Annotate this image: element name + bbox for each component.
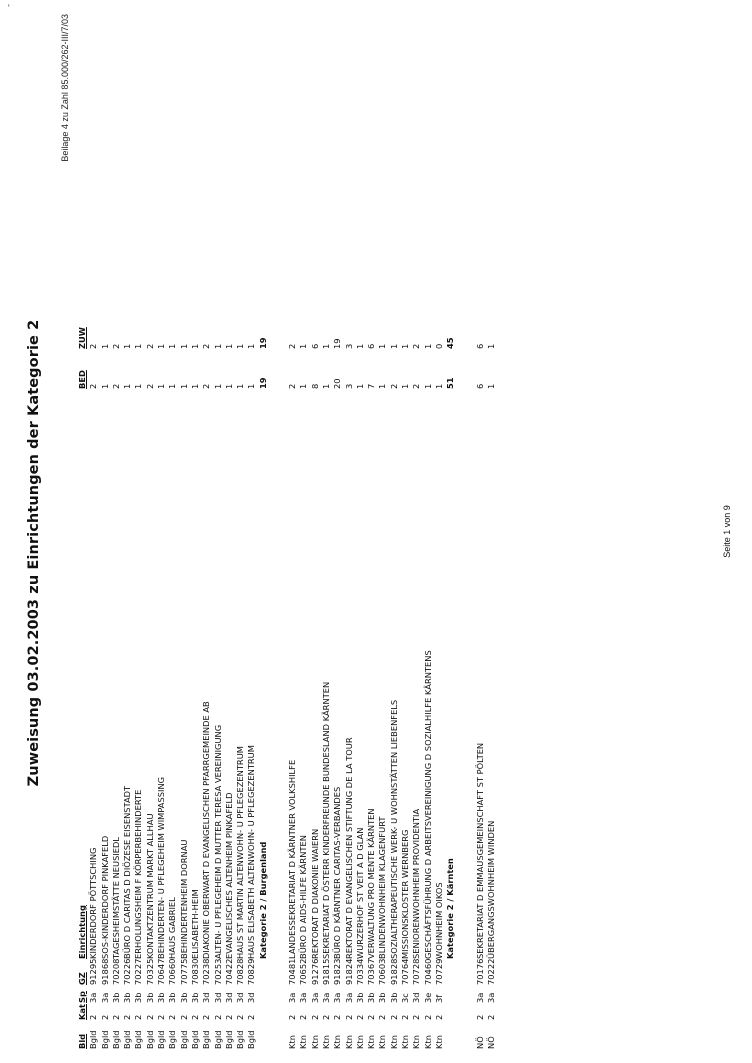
cell-bld: Bgld bbox=[223, 1030, 234, 1049]
cell-bld: Ktn bbox=[366, 1035, 377, 1049]
table-row bbox=[486, 319, 497, 1049]
cell-kat: 2 bbox=[332, 1014, 343, 1020]
cell-name: LANDESSEKRETARIAT D KÄRNTNER VOLKSHILFE bbox=[287, 759, 298, 959]
category-total-row bbox=[445, 319, 456, 1049]
cell-zuw: 1 bbox=[133, 343, 144, 349]
cell-name: REKTORAT D EVANGELISCHEN STIFTUNG DE LA TOUR bbox=[343, 737, 354, 959]
cell-name: BLINDENWOHNHEIM KLAGENFURT bbox=[377, 816, 388, 959]
cell-zuw: 1 bbox=[189, 343, 200, 349]
cell-kat: 2 bbox=[320, 1014, 331, 1020]
cell-zuw: 1 bbox=[156, 343, 167, 349]
cell-name: REKTORAT D DIAKONIE WAIERN bbox=[309, 828, 320, 959]
table-row bbox=[411, 319, 422, 1049]
cell-name: HAUS ELISABETH ALTENWOHN- U PFLEGEZENTRUM bbox=[246, 745, 257, 959]
cell-kat: 2 bbox=[122, 1014, 133, 1020]
cell-bed: 1 bbox=[485, 383, 496, 389]
total-name: Kategorie 2 / Burgenland bbox=[257, 841, 268, 959]
cell-bld: Bgld bbox=[212, 1030, 223, 1049]
cell-kat: 2 bbox=[422, 1014, 433, 1020]
header-einrichtung: Einrichtung bbox=[77, 905, 87, 959]
cell-gz: 70660 bbox=[167, 958, 178, 985]
cell-zuw: 2 bbox=[411, 343, 422, 349]
cell-sp: 3b bbox=[144, 992, 155, 1003]
cell-name: BEHINDERTENHEIM DORNAU bbox=[178, 839, 189, 959]
cell-bld: Bgld bbox=[246, 1030, 257, 1049]
table-row bbox=[133, 319, 144, 1049]
header-kat: Kat bbox=[77, 1004, 87, 1020]
cell-name: VERWALTUNG PRO MENTE KÄRNTEN bbox=[366, 808, 377, 959]
cell-name: ALTEN- U PFLEGEHEIM D MUTTER TERESA VEREINIGUNG bbox=[212, 724, 223, 959]
cell-bld: Ktn bbox=[309, 1035, 320, 1049]
cell-bld: Ktn bbox=[411, 1035, 422, 1049]
cell-gz: 70829 bbox=[246, 958, 257, 985]
table-row bbox=[400, 319, 411, 1049]
total-bed: 19 bbox=[257, 377, 268, 389]
cell-name: SEKRETARIAT D EMMAUSGEMEINSCHAFT ST PÖLTEN bbox=[474, 742, 485, 959]
table-row bbox=[298, 319, 309, 1049]
cell-sp: 3b bbox=[354, 992, 365, 1003]
table-row bbox=[434, 319, 445, 1049]
cell-sp: 3b bbox=[189, 992, 200, 1003]
cell-sp: 3a bbox=[485, 992, 496, 1003]
cell-zuw: 1 bbox=[223, 343, 234, 349]
cell-zuw: 1 bbox=[298, 343, 309, 349]
table-row bbox=[213, 319, 224, 1049]
cell-zuw: 19 bbox=[332, 338, 343, 349]
cell-name: SEKRETARIAT D ÖSTERR KINDERFREUNDE BUNDESLAND KÄRNTEN bbox=[320, 681, 331, 959]
allocation-table bbox=[77, 319, 497, 1049]
cell-sp: 3a bbox=[99, 992, 110, 1003]
cell-bld: NÖ bbox=[485, 1036, 496, 1049]
cell-bed: 1 bbox=[246, 383, 257, 389]
cell-bed: 2 bbox=[287, 383, 298, 389]
cell-bld: Bgld bbox=[167, 1030, 178, 1049]
cell-kat: 2 bbox=[343, 1014, 354, 1020]
cell-bld: Bgld bbox=[178, 1030, 189, 1049]
cell-bed: 20 bbox=[332, 378, 343, 389]
cell-zuw: 2 bbox=[144, 343, 155, 349]
cell-bed: 1 bbox=[156, 383, 167, 389]
cell-zuw: 1 bbox=[400, 343, 411, 349]
cell-bld: Ktn bbox=[400, 1035, 411, 1049]
cell-bed: 1 bbox=[99, 383, 110, 389]
table-row bbox=[377, 319, 388, 1049]
cell-bld: Bgld bbox=[235, 1030, 246, 1049]
cell-kat: 2 bbox=[110, 1014, 121, 1020]
cell-sp: 3d bbox=[212, 992, 223, 1003]
cell-sp: 3d bbox=[246, 992, 257, 1003]
cell-gz: 70325 bbox=[144, 958, 155, 985]
cell-bed: 2 bbox=[201, 383, 212, 389]
table-row bbox=[88, 319, 99, 1049]
cell-bed: 1 bbox=[167, 383, 178, 389]
cell-bed: 7 bbox=[366, 383, 377, 389]
cell-bed: 1 bbox=[320, 383, 331, 389]
cell-kat: 2 bbox=[156, 1014, 167, 1020]
cell-gz: 70208 bbox=[110, 958, 121, 985]
cell-name: SENIORENWOHNHEIM PROVIDENTIA bbox=[411, 808, 422, 959]
total-zuw: 45 bbox=[445, 337, 456, 349]
cell-name: ERHOLUNGSHEIM F KÖRPERBEHINDERTE bbox=[133, 789, 144, 959]
cell-name: ELISABETH-HEIM bbox=[189, 889, 200, 959]
table-row bbox=[100, 319, 111, 1049]
cell-sp: 3a bbox=[88, 992, 99, 1003]
cell-name: HAUS ST MARTIN ALTENWOHN- U PFLEGEZENTRUM bbox=[235, 746, 246, 959]
cell-kat: 2 bbox=[377, 1014, 388, 1020]
cell-bld: Bgld bbox=[201, 1030, 212, 1049]
cell-bed: 1 bbox=[122, 383, 133, 389]
cell-bld: Bgld bbox=[99, 1030, 110, 1049]
cell-bed: 2 bbox=[88, 383, 99, 389]
cell-bed: 1 bbox=[212, 383, 223, 389]
cell-bld: Bgld bbox=[133, 1030, 144, 1049]
cell-zuw: 2 bbox=[88, 343, 99, 349]
cell-gz: 70830 bbox=[189, 958, 200, 985]
cell-zuw: 6 bbox=[474, 343, 485, 349]
cell-name: SOZIALTHERAPEUTISCHE WERK- U WOHNSTÄTTEN LIEBENFELS bbox=[388, 699, 399, 959]
cell-gz: 70647 bbox=[156, 958, 167, 985]
cell-kat: 2 bbox=[309, 1014, 320, 1020]
cell-gz: 91815 bbox=[320, 958, 331, 985]
table-row bbox=[423, 319, 434, 1049]
cell-zuw: 2 bbox=[110, 343, 121, 349]
cell-bld: Ktn bbox=[332, 1035, 343, 1049]
cell-bed: 3 bbox=[343, 383, 354, 389]
cell-kat: 2 bbox=[246, 1014, 257, 1020]
cell-gz: 70334 bbox=[354, 958, 365, 985]
cell-kat: 2 bbox=[167, 1014, 178, 1020]
table-row bbox=[224, 319, 235, 1049]
cell-bld: Ktn bbox=[388, 1035, 399, 1049]
cell-name: EVANGELISCHES ALTENHEIM PINKAFELD bbox=[223, 792, 234, 959]
cell-bed: 1 bbox=[133, 383, 144, 389]
cell-zuw: 0 bbox=[433, 343, 444, 349]
cell-bld: Ktn bbox=[354, 1035, 365, 1049]
cell-kat: 2 bbox=[223, 1014, 234, 1020]
total-bed: 51 bbox=[445, 377, 456, 389]
header-sp: Sp bbox=[77, 991, 87, 1003]
table-row bbox=[179, 319, 190, 1049]
table-body bbox=[88, 319, 497, 1049]
cell-bed: 1 bbox=[223, 383, 234, 389]
cell-gz: 70422 bbox=[223, 958, 234, 985]
cell-zuw: 6 bbox=[309, 343, 320, 349]
cell-kat: 2 bbox=[366, 1014, 377, 1020]
cell-gz: 70460 bbox=[422, 958, 433, 985]
cell-zuw: 1 bbox=[354, 343, 365, 349]
document-title: Zuweisung 03.02.2003 zu Einrichtungen der Kategorie 2 bbox=[26, 319, 42, 787]
table-row bbox=[366, 319, 377, 1049]
cell-sp: 3a bbox=[332, 992, 343, 1003]
cell-zuw: 1 bbox=[178, 343, 189, 349]
cell-name: BÜRO D KÄRNTNER CARITAS-VERBANDES bbox=[332, 786, 343, 959]
cell-zuw: 1 bbox=[212, 343, 223, 349]
cell-gz: 70481 bbox=[287, 958, 298, 985]
cell-bld: Bgld bbox=[189, 1030, 200, 1049]
cell-bld: Ktn bbox=[320, 1035, 331, 1049]
header-gz: GZ bbox=[77, 972, 87, 985]
cell-zuw: 1 bbox=[388, 343, 399, 349]
cell-name: BÜRO D AIDS-HILFE KÄRNTEN bbox=[298, 835, 309, 959]
cell-kat: 2 bbox=[388, 1014, 399, 1020]
cell-kat: 2 bbox=[178, 1014, 189, 1020]
cell-gz: 91295 bbox=[88, 958, 99, 985]
table-row bbox=[111, 319, 122, 1049]
cell-gz: 70238 bbox=[201, 958, 212, 985]
total-zuw: 19 bbox=[257, 337, 268, 349]
cell-gz: 70226 bbox=[122, 958, 133, 985]
cell-kat: 2 bbox=[474, 1014, 485, 1020]
cell-kat: 2 bbox=[235, 1014, 246, 1020]
table-row bbox=[190, 319, 201, 1049]
cell-bed: 6 bbox=[474, 383, 485, 389]
cell-gz: 70728 bbox=[411, 958, 422, 985]
page-number: Seite 1 von 9 bbox=[722, 505, 732, 558]
cell-sp: 3a bbox=[298, 992, 309, 1003]
table-header bbox=[77, 319, 88, 1049]
cell-zuw: 2 bbox=[287, 343, 298, 349]
cell-sp: 3a bbox=[309, 992, 320, 1003]
category-total-row bbox=[258, 319, 269, 1049]
cell-bld: Bgld bbox=[122, 1030, 133, 1049]
cell-name: TAGESHEIMSTÄTTE NEUSIEDL bbox=[110, 836, 121, 959]
table-row bbox=[287, 319, 298, 1049]
cell-sp: 3b bbox=[366, 992, 377, 1003]
cell-zuw: 1 bbox=[485, 343, 496, 349]
cell-name: WOHNHEIM OIKOS bbox=[433, 882, 444, 959]
cell-bld: Ktn bbox=[422, 1035, 433, 1049]
cell-zuw: 2 bbox=[201, 343, 212, 349]
cell-gz: 91868 bbox=[99, 958, 110, 985]
cell-sp: 3f bbox=[433, 994, 444, 1003]
table-row bbox=[355, 319, 366, 1049]
cell-bed: 1 bbox=[377, 383, 388, 389]
cell-bed: 8 bbox=[309, 383, 320, 389]
cell-sp: 3a bbox=[320, 992, 331, 1003]
group-spacer bbox=[269, 319, 287, 1049]
cell-sp: 3d bbox=[411, 992, 422, 1003]
cell-sp: 3d bbox=[235, 992, 246, 1003]
table-row bbox=[310, 319, 321, 1049]
cell-bld: Bgld bbox=[110, 1030, 121, 1049]
cell-sp: 3a bbox=[287, 992, 298, 1003]
cell-gz: 70222 bbox=[485, 958, 496, 985]
cell-bed: 1 bbox=[422, 383, 433, 389]
table-row bbox=[122, 319, 133, 1049]
table-row bbox=[201, 319, 212, 1049]
cell-gz: 91276 bbox=[309, 958, 320, 985]
cell-sp: 3c bbox=[400, 993, 411, 1003]
appendix-reference: Beilage 4 zu Zahl 85.000/262-III/7/03 bbox=[60, 14, 70, 162]
cell-gz: 70176 bbox=[474, 958, 485, 985]
cell-gz: 91823 bbox=[332, 958, 343, 985]
cell-gz: 70603 bbox=[377, 958, 388, 985]
table-row bbox=[321, 319, 332, 1049]
cell-gz: 70253 bbox=[212, 958, 223, 985]
cell-bed: 1 bbox=[400, 383, 411, 389]
cell-kat: 2 bbox=[201, 1014, 212, 1020]
cell-gz: 70729 bbox=[433, 958, 444, 985]
cell-zuw: 1 bbox=[235, 343, 246, 349]
cell-sp: 3d bbox=[201, 992, 212, 1003]
cell-bed: 2 bbox=[411, 383, 422, 389]
corner-mark: - bbox=[4, 4, 13, 7]
cell-sp: 3b bbox=[167, 992, 178, 1003]
cell-zuw: 1 bbox=[246, 343, 257, 349]
cell-sp: 3b bbox=[388, 992, 399, 1003]
cell-bld: Ktn bbox=[433, 1035, 444, 1049]
cell-sp: 3b bbox=[377, 992, 388, 1003]
cell-zuw: 1 bbox=[320, 343, 331, 349]
cell-kat: 2 bbox=[287, 1014, 298, 1020]
cell-sp: 3d bbox=[223, 992, 234, 1003]
cell-name: ÜBERGANGSWOHNHEIM WINDEN bbox=[485, 820, 496, 959]
cell-sp: 3b bbox=[110, 992, 121, 1003]
cell-bed: 1 bbox=[189, 383, 200, 389]
table-row bbox=[167, 319, 178, 1049]
cell-gz: 70367 bbox=[366, 958, 377, 985]
cell-sp: 3b bbox=[156, 992, 167, 1003]
cell-name: DIAKONIE OBERWART D EVANGELISCHEN PFARRGEMEINDE AB bbox=[201, 701, 212, 959]
cell-kat: 2 bbox=[485, 1014, 496, 1020]
cell-kat: 2 bbox=[144, 1014, 155, 1020]
cell-zuw: 1 bbox=[377, 343, 388, 349]
cell-name: KINDERDORF PÖTTSCHING bbox=[88, 847, 99, 959]
cell-name: WURZERHOF ST VEIT A D GLAN bbox=[354, 827, 365, 959]
cell-kat: 2 bbox=[400, 1014, 411, 1020]
cell-zuw: 1 bbox=[122, 343, 133, 349]
cell-zuw: 6 bbox=[366, 343, 377, 349]
cell-name: MISSIONSKLOSTER WERNBERG bbox=[400, 829, 411, 959]
table-row bbox=[475, 319, 486, 1049]
header-zuw: ZUW bbox=[77, 327, 87, 349]
cell-bld: Bgld bbox=[144, 1030, 155, 1049]
cell-bed: 1 bbox=[433, 383, 444, 389]
header-bed: BED bbox=[77, 370, 87, 389]
cell-zuw: 1 bbox=[167, 343, 178, 349]
cell-gz: 70652 bbox=[298, 958, 309, 985]
cell-gz: 91828 bbox=[388, 958, 399, 985]
cell-zuw: 1 bbox=[99, 343, 110, 349]
cell-bed: 1 bbox=[178, 383, 189, 389]
cell-bed: 1 bbox=[354, 383, 365, 389]
cell-bld: Ktn bbox=[377, 1035, 388, 1049]
cell-bed: 2 bbox=[144, 383, 155, 389]
cell-zuw: 3 bbox=[343, 343, 354, 349]
cell-bed: 2 bbox=[388, 383, 399, 389]
cell-sp: 3b bbox=[178, 992, 189, 1003]
cell-gz: 70764 bbox=[400, 958, 411, 985]
cell-sp: 3e bbox=[422, 992, 433, 1003]
cell-gz: 70775 bbox=[178, 958, 189, 985]
cell-bld: Bgld bbox=[156, 1030, 167, 1049]
cell-bld: Ktn bbox=[343, 1035, 354, 1049]
cell-bed: 2 bbox=[110, 383, 121, 389]
cell-kat: 2 bbox=[88, 1014, 99, 1020]
cell-name: BÜRO D CARITAS D DIÖZESE EISENSTADT bbox=[122, 785, 133, 959]
table-row bbox=[235, 319, 246, 1049]
cell-zuw: 1 bbox=[422, 343, 433, 349]
table-row bbox=[344, 319, 355, 1049]
total-name: Kategorie 2 / Kärnten bbox=[445, 858, 456, 959]
cell-kat: 2 bbox=[212, 1014, 223, 1020]
cell-gz: 70227 bbox=[133, 958, 144, 985]
cell-kat: 2 bbox=[298, 1014, 309, 1020]
cell-kat: 2 bbox=[433, 1014, 444, 1020]
table-row bbox=[145, 319, 156, 1049]
cell-sp: 3b bbox=[133, 992, 144, 1003]
cell-bld: Ktn bbox=[298, 1035, 309, 1049]
cell-gz: 91824 bbox=[343, 958, 354, 985]
cell-name: GESCHÄFTSFÜHRUNG D ARBEITSVEREINIGUNG D SOZIALHILFE KÄRNTENS bbox=[422, 650, 433, 959]
cell-bld: Ktn bbox=[287, 1035, 298, 1049]
cell-bed: 1 bbox=[235, 383, 246, 389]
table-row bbox=[332, 319, 343, 1049]
cell-bld: NÖ bbox=[474, 1036, 485, 1049]
cell-kat: 2 bbox=[133, 1014, 144, 1020]
cell-name: KONTAKTZENTRUM MARKT ALLHAU bbox=[144, 813, 155, 959]
cell-name: HAUS GABRIEL bbox=[167, 897, 178, 959]
cell-sp: 3b bbox=[122, 992, 133, 1003]
cell-gz: 70828 bbox=[235, 958, 246, 985]
table-row bbox=[389, 319, 400, 1049]
cell-kat: 2 bbox=[99, 1014, 110, 1020]
table-row bbox=[156, 319, 167, 1049]
table-row bbox=[246, 319, 257, 1049]
cell-name: SOS-KINDERDORF PINKAFELD bbox=[99, 835, 110, 959]
cell-kat: 2 bbox=[411, 1014, 422, 1020]
cell-sp: 3a bbox=[474, 992, 485, 1003]
header-bld: Bld bbox=[77, 1033, 87, 1049]
group-spacer bbox=[457, 319, 475, 1049]
cell-kat: 2 bbox=[354, 1014, 365, 1020]
cell-bld: Bgld bbox=[88, 1030, 99, 1049]
cell-sp: 3a bbox=[343, 992, 354, 1003]
cell-kat: 2 bbox=[189, 1014, 200, 1020]
cell-name: BEHINDERTEN- U PFLEGEHEIM WIMPASSING bbox=[156, 776, 167, 959]
cell-bed: 1 bbox=[298, 383, 309, 389]
